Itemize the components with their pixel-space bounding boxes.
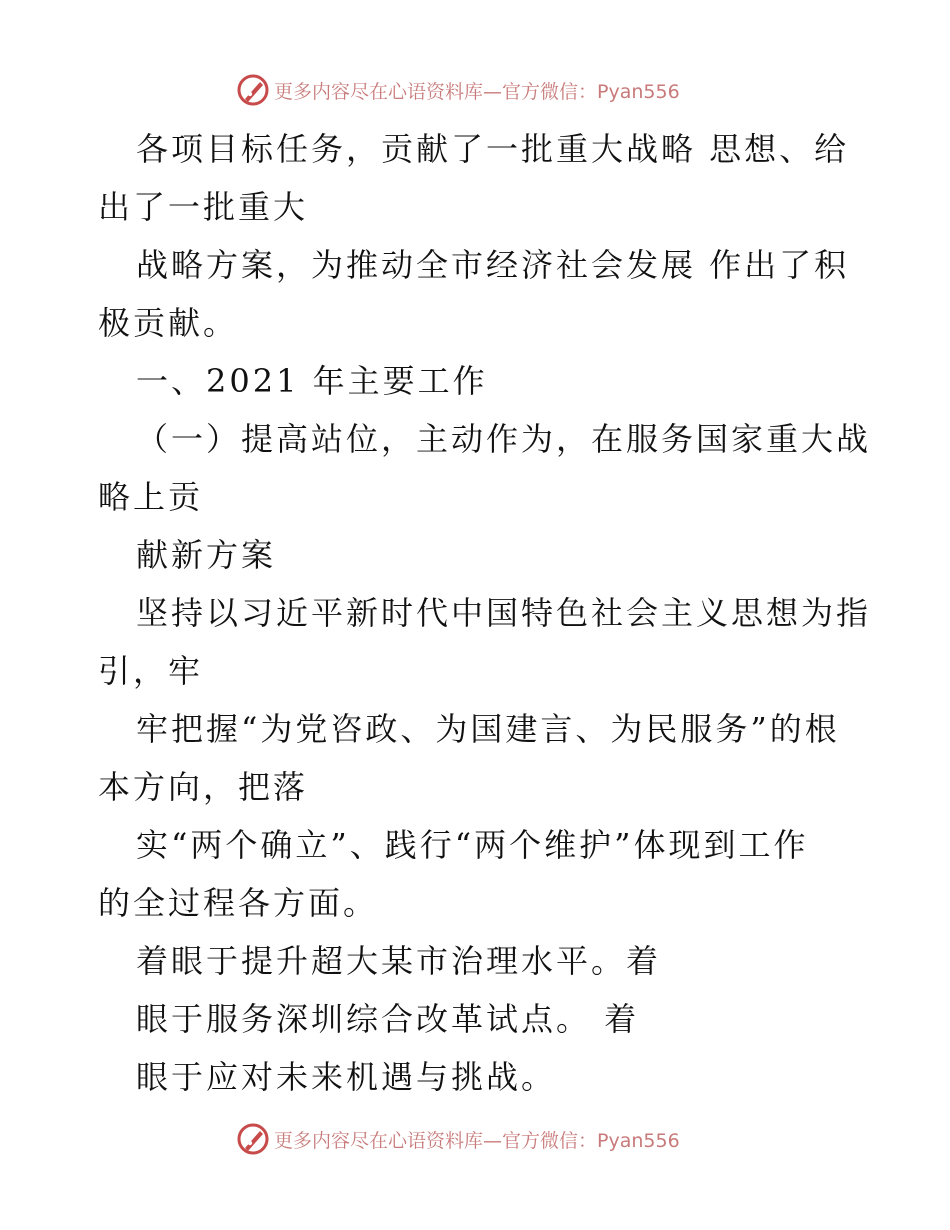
body-text — [98, 120, 872, 1106]
text-line: 牢把握“为党咨政、为国建言、为民服务”的根 — [136, 710, 840, 748]
subsection-heading: （一）提高站位，主动作为，在服务国家重大战 — [136, 420, 872, 458]
text-line: 着眼于提升超大某市治理水平。着 — [136, 942, 662, 980]
text-line: 的全过程各方面。 — [98, 884, 379, 922]
section-heading: 一、2021 年主要工作 — [136, 362, 488, 400]
text-line: 本方向，把落 — [98, 768, 309, 806]
text-line: 坚持以习近平新时代中国特色社会主义思想为指 — [136, 594, 872, 632]
pen-logo-icon — [236, 73, 270, 107]
text-line: 各项目标任务，贡献了一批重大战略 思想、给 — [136, 130, 850, 168]
text-line: 眼于服务深圳综合改革试点。 着 — [136, 1000, 640, 1038]
text-line: 实“两个确立”、践行“两个维护”体现到工作 — [136, 826, 809, 864]
text-line: 眼于应对未来机遇与挑战。 — [136, 1058, 557, 1096]
header-watermark-text: 更多内容尽在心语资料库—官方微信：Pyan556 — [274, 80, 680, 103]
footer-watermark-text: 更多内容尽在心语资料库—官方微信：Pyan556 — [274, 1129, 680, 1152]
text-line: 极贡献。 — [98, 304, 239, 342]
footer-watermark — [236, 1121, 680, 1157]
pen-logo-icon — [236, 1122, 270, 1156]
text-line: 引，牢 — [98, 652, 204, 690]
text-line: 略上贡 — [98, 478, 204, 516]
header-watermark — [236, 72, 680, 108]
text-line: 出了一批重大 — [98, 188, 309, 226]
text-line: 献新方案 — [136, 536, 277, 574]
text-line: 战略方案，为推动全市经济社会发展 作出了积 — [136, 246, 850, 284]
